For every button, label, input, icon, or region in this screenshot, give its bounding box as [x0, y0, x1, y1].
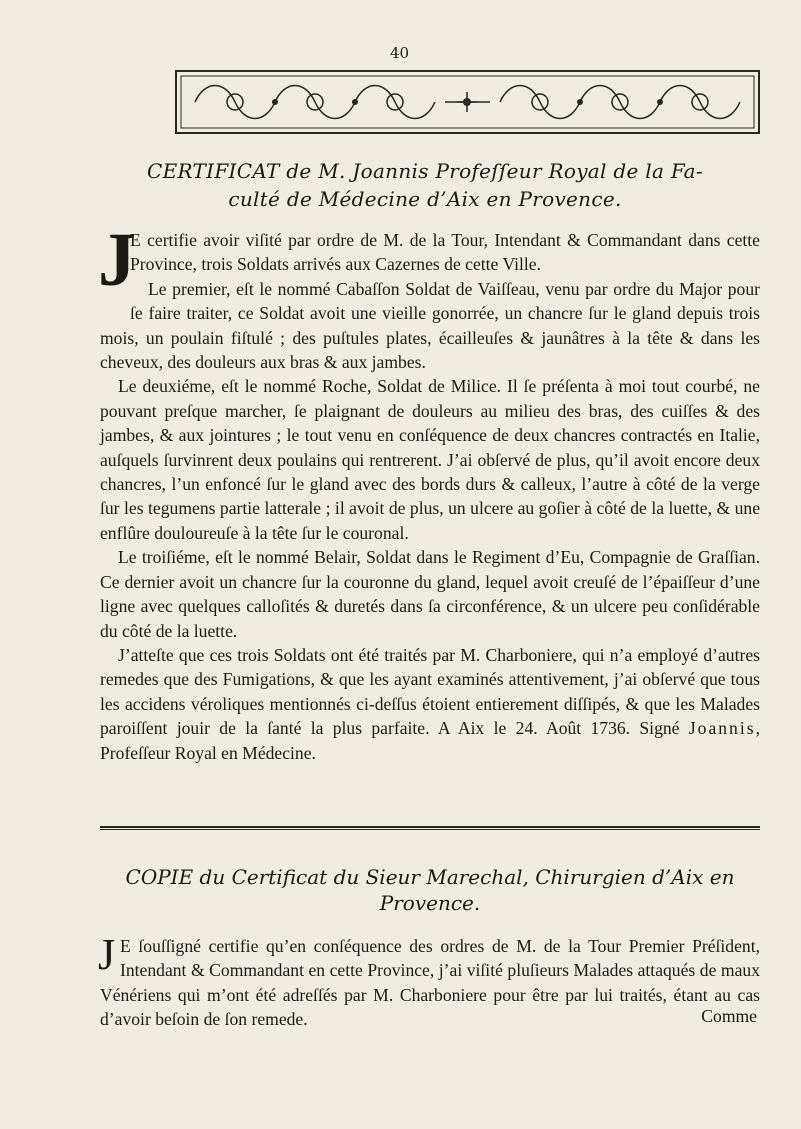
copie-title: [100, 864, 760, 916]
catchword: Comme: [701, 1006, 757, 1026]
drop-cap: J: [98, 218, 136, 302]
certificate-body: [98, 218, 760, 765]
certificate-title-line-2: culté de Médecine d’Aix en Provence.: [228, 187, 622, 211]
certificate-paragraph-1: J E certifie avoir viſité par ordre de M. de la Tour, Intendant & Commandant dans cette Province, trois Soldats arrivés aux Cazernes de cette Ville.: [100, 228, 760, 277]
certificate-paragraph-5: J’atteſte que ces trois Soldats ont été traités par M. Charboniere, qui n’a employé d’autres remedes que des Fumigations, & que les ayant examinés attentivement, j’ai obſervé que tous les accidens véroliques mentionnés ci-deſſus étoient entierement diſſipés, & que les Malades paroiſſent jouir de la ſanté la plus parfaite. A Aix le 24. Août 1736. Signé Joannis, Profeſſeur Royal en Médecine.: [100, 644, 760, 763]
copie-title-line-1: COPIE du Certificat du Sieur Marechal, Chirurgien d’Aix en: [125, 865, 735, 889]
certificate-paragraph-2: Le premier, eſt le nommé Cabaſſon Soldat de Vaiſſeau, venu par ordre du Major pour ſe faire traiter, ce Soldat avoit une vieille gonorrée, un chancre ſur le gland depuis trois mois, un poulain fiſtulé ; des puſtules plates, écailleuſes & jaunâtres à la tête & dans les cheveux, des douleurs aux bras & aux jambes.: [100, 278, 760, 373]
certificate-title-line-1: CERTIFICAT de M. Joannis Profeſſeur Royal de la Fa-: [147, 159, 703, 183]
certificate-title: [100, 157, 750, 213]
certificate-paragraph-4: Le troiſiéme, eſt le nommé Belair, Soldat dans le Regiment d’Eu, Compagnie de Graſſian. Ce dernier avoit un chancre ſur la couronne du gland, lequel avoit creuſé de l’épaiſſeur d’une ligne avec quelques calloſités & duretés dans ſa circonférence, & un ulcere peu conſidérable du côté de la luette.: [100, 547, 760, 641]
ornamental-header-band: [175, 70, 760, 134]
section-divider: [100, 826, 760, 830]
certificate-paragraph-3: Le deuxiéme, eſt le nommé Roche, Soldat de Milice. Il ſe préſenta à moi tout courbé, ne pouvant preſque marcher, ſe plaignant de douleurs au milieu des bras, des cuiſſes & des jambes, & aux jointures ; le tout venu en conſéquence de deux chancres contractés en Italie, auſquels ſurvinrent deux poulains qui rentrerent. J’ai obſervé de plus, qu’il avoit encore deux chancres, l’un enfoncé ſur le gland avec des bords durs & calleux, l’autre à côté de la verge ſur les tegumens partie latterale ; il avoit de plus, un ulcere au goſier à côté de la luette, & une enflûre douloureuſe à la tête ſur le couronal.: [100, 376, 760, 543]
copie-paragraph-1: J E ſouſſigné certifie qu’en conſéquence des ordres de M. de la Tour Premier Préſident, Intendant & Commandant en cette Province, j’ai viſité pluſieurs Malades attaqués de maux Vénériens qui m’ont été adreſſés par M. Charboniere pour être par lui traités, étant au cas d’avoir beſoin de ſon remede.: [98, 930, 760, 1030]
copie-title-line-2: Provence.: [379, 891, 481, 915]
page-number: 40: [390, 44, 410, 62]
copie-body: [98, 930, 760, 1032]
signature-name: Joannis: [688, 718, 756, 739]
drop-cap: J: [98, 930, 116, 979]
